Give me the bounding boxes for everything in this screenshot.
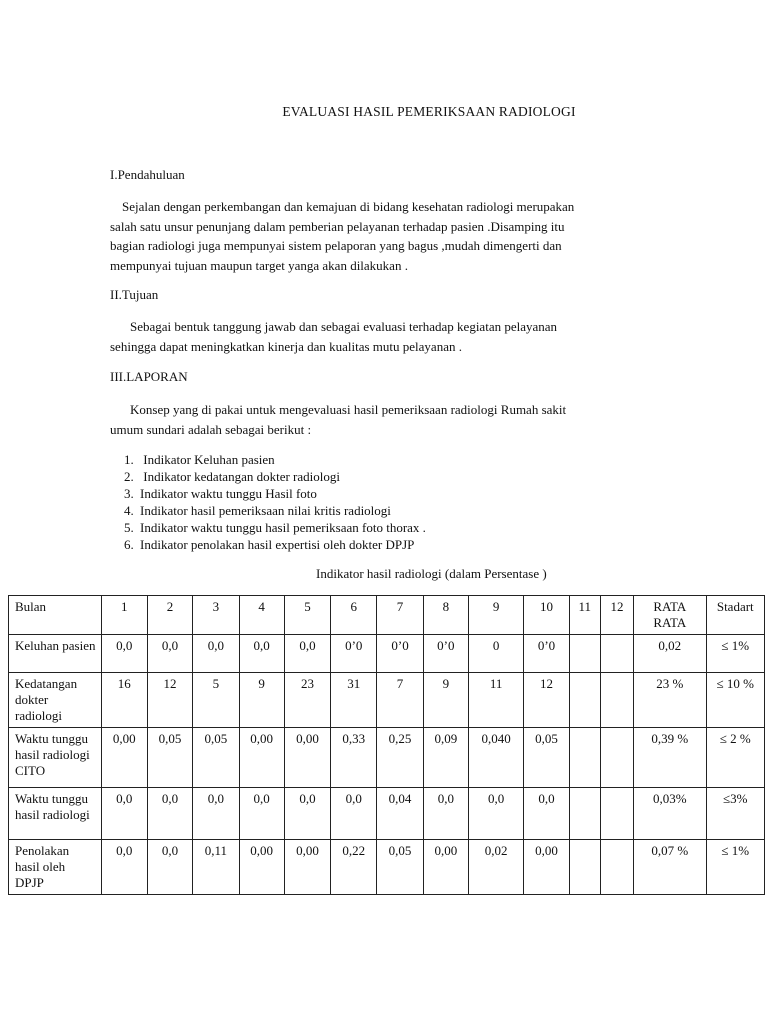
intro-paragraph xyxy=(110,197,690,275)
header-cell-month: 12 xyxy=(600,596,633,635)
standard-cell: ≤ 1% xyxy=(706,840,764,895)
value-cell: 0,00 xyxy=(239,728,284,788)
header-cell-month: 8 xyxy=(423,596,468,635)
value-cell: 0,00 xyxy=(239,840,284,895)
rata-rata-cell: 23 % xyxy=(634,673,706,728)
table-row xyxy=(9,673,765,728)
table-body xyxy=(9,635,765,895)
report-line: umum sundari adalah sebagai berikut : xyxy=(110,421,312,437)
value-cell: 0,0 xyxy=(423,788,468,840)
value-cell: 0,05 xyxy=(377,840,423,895)
indicator-item: 6. Indikator penolakan hasil expertisi oleh dokter DPJP xyxy=(124,537,415,552)
indicator-list xyxy=(110,451,426,553)
intro-line: Sejalan dengan perkembangan dan kemajuan di bidang kesehatan radiologi merupakan xyxy=(122,199,575,214)
value-cell: 0,00 xyxy=(284,728,330,788)
rata-rata-cell: 0,02 xyxy=(634,635,706,673)
value-cell: 0,0 xyxy=(147,635,192,673)
value-cell xyxy=(600,788,633,840)
value-cell: 9 xyxy=(239,673,284,728)
value-cell: 0,05 xyxy=(524,728,569,788)
value-cell: 0,0 xyxy=(239,635,284,673)
value-cell: 31 xyxy=(331,673,377,728)
standard-cell: ≤ 2 % xyxy=(706,728,764,788)
value-cell: 0,0 xyxy=(101,788,147,840)
value-cell: 11 xyxy=(468,673,523,728)
value-cell: 12 xyxy=(147,673,192,728)
row-label-cell: Keluhan pasien xyxy=(9,635,102,673)
table-row xyxy=(9,840,765,895)
indicator-item: 2. Indikator kedatangan dokter radiologi xyxy=(124,469,340,484)
header-cell-month: 3 xyxy=(193,596,239,635)
value-cell: 0,0 xyxy=(193,635,239,673)
header-cell-month: 6 xyxy=(331,596,377,635)
value-cell: 0,0 xyxy=(147,840,192,895)
value-cell: 0,04 xyxy=(377,788,423,840)
rata-rata-cell: 0,07 % xyxy=(634,840,706,895)
table-row xyxy=(9,728,765,788)
value-cell: 0,00 xyxy=(101,728,147,788)
table-caption: Indikator hasil radiologi (dalam Persentase ) xyxy=(316,566,547,581)
value-cell: 0,05 xyxy=(147,728,192,788)
goal-line: Sebagai bentuk tanggung jawab dan sebagai evaluasi terhadap kegiatan pelayanan xyxy=(130,319,558,334)
header-cell-rata-rata: RATA RATA xyxy=(634,596,706,635)
table-header-row xyxy=(9,596,765,635)
value-cell: 0’0 xyxy=(377,635,423,673)
value-cell xyxy=(569,635,600,673)
header-cell-bulan: Bulan xyxy=(9,596,102,635)
report-paragraph xyxy=(110,400,690,439)
header-cell-standard: Stadart xyxy=(706,596,764,635)
table-row xyxy=(9,788,765,840)
value-cell: 0,0 xyxy=(524,788,569,840)
value-cell xyxy=(569,728,600,788)
value-cell: 0’0 xyxy=(524,635,569,673)
intro-heading: I.Pendahuluan xyxy=(110,167,185,182)
value-cell: 0,0 xyxy=(101,840,147,895)
indicator-item: 1. Indikator Keluhan pasien xyxy=(124,452,275,467)
header-cell-month: 4 xyxy=(239,596,284,635)
rata-rata-cell: 0,03% xyxy=(634,788,706,840)
indicator-item: 5. Indikator waktu tunggu hasil pemeriksaan foto thorax . xyxy=(124,520,426,535)
value-cell: 0,0 xyxy=(101,635,147,673)
goal-line: sehingga dapat meningkatkan kinerja dan kualitas mutu pelayanan . xyxy=(110,338,462,354)
header-cell-month: 5 xyxy=(284,596,330,635)
row-label-cell: Kedatangan dokter radiologi xyxy=(9,673,102,728)
header-cell-month: 1 xyxy=(101,596,147,635)
value-cell: 0,0 xyxy=(468,788,523,840)
intro-line: salah satu unsur penunjang dalam pemberian pelayanan terhadap pasien .Disamping itu xyxy=(110,218,565,234)
standard-cell: ≤3% xyxy=(706,788,764,840)
goal-heading: II.Tujuan xyxy=(110,287,159,302)
value-cell: 0,00 xyxy=(423,840,468,895)
value-cell: 0,00 xyxy=(524,840,569,895)
value-cell: 0,0 xyxy=(239,788,284,840)
value-cell: 0,040 xyxy=(468,728,523,788)
value-cell: 7 xyxy=(377,673,423,728)
header-cell-month: 10 xyxy=(524,596,569,635)
value-cell: 0’0 xyxy=(331,635,377,673)
document-title: EVALUASI HASIL PEMERIKSAAN RADIOLOGI xyxy=(282,104,576,119)
indicator-item: 3. Indikator waktu tunggu Hasil foto xyxy=(124,486,317,501)
table-row xyxy=(9,635,765,673)
value-cell xyxy=(569,840,600,895)
value-cell: 0,09 xyxy=(423,728,468,788)
value-cell: 0,00 xyxy=(284,840,330,895)
value-cell: 9 xyxy=(423,673,468,728)
value-cell: 0’0 xyxy=(423,635,468,673)
value-cell: 0,33 xyxy=(331,728,377,788)
indicator-table xyxy=(8,595,765,895)
value-cell: 12 xyxy=(524,673,569,728)
rata-rata-cell: 0,39 % xyxy=(634,728,706,788)
value-cell: 0,0 xyxy=(284,788,330,840)
report-line: Konsep yang di pakai untuk mengevaluasi hasil pemeriksaan radiologi Rumah sakit xyxy=(130,402,567,417)
value-cell: 0,0 xyxy=(193,788,239,840)
indicator-item: 4. Indikator hasil pemeriksaan nilai kritis radiologi xyxy=(124,503,391,518)
value-cell xyxy=(600,635,633,673)
intro-line: mempunyai tujuan maupun target yanga akan dilakukan . xyxy=(110,257,408,273)
value-cell xyxy=(569,673,600,728)
value-cell: 0,25 xyxy=(377,728,423,788)
goal-paragraph xyxy=(110,317,690,356)
standard-cell: ≤ 10 % xyxy=(706,673,764,728)
header-cell-month: 2 xyxy=(147,596,192,635)
standard-cell: ≤ 1% xyxy=(706,635,764,673)
intro-line: bagian radiologi juga mempunyai sistem pelaporan yang bagus ,mudah dimengerti dan xyxy=(110,238,562,253)
header-cell-month: 9 xyxy=(468,596,523,635)
value-cell: 5 xyxy=(193,673,239,728)
header-cell-month: 7 xyxy=(377,596,423,635)
value-cell: 23 xyxy=(284,673,330,728)
value-cell: 0,05 xyxy=(193,728,239,788)
value-cell xyxy=(569,788,600,840)
value-cell: 16 xyxy=(101,673,147,728)
report-heading: III.LAPORAN xyxy=(110,369,188,384)
value-cell: 0,22 xyxy=(331,840,377,895)
row-label-cell: Penolakan hasil oleh DPJP xyxy=(9,840,102,895)
value-cell: 0,0 xyxy=(284,635,330,673)
value-cell xyxy=(600,840,633,895)
value-cell: 0,02 xyxy=(468,840,523,895)
value-cell xyxy=(600,728,633,788)
value-cell xyxy=(600,673,633,728)
header-cell-month: 11 xyxy=(569,596,600,635)
value-cell: 0 xyxy=(468,635,523,673)
value-cell: 0,0 xyxy=(331,788,377,840)
value-cell: 0,0 xyxy=(147,788,192,840)
row-label-cell: Waktu tunggu hasil radiologi xyxy=(9,788,102,840)
row-label-cell: Waktu tunggu hasil radiologi CITO xyxy=(9,728,102,788)
value-cell: 0,11 xyxy=(193,840,239,895)
